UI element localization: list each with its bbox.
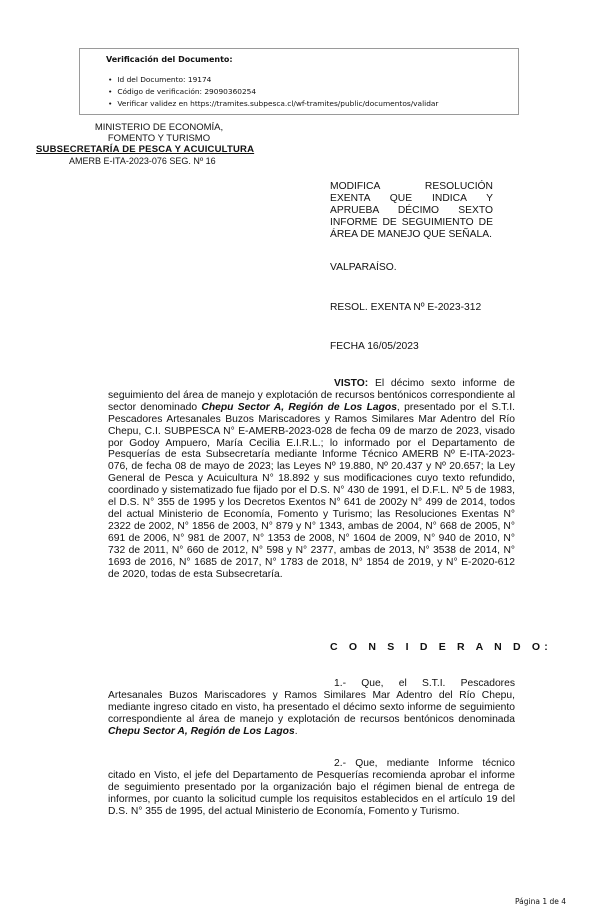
considerando-1-text-a: 1.- Que, el S.T.I. Pescadores Artesanales Buzos Mariscadores y Ramos Similares Mar Adentro del Río Chepu, mediante ingreso citado en visto, ha presentado el décimo sexto informe de seguimiento correspondiente al área de manejo y explotación de recursos bentónicos denominada	[108, 678, 515, 725]
visto-text-a: El décimo sexto informe de seguimiento del área de manejo y explotación de recursos bentónicos correspondiente al sector denominado	[108, 378, 515, 413]
ministerio-line-1: MINISTERIO DE ECONOMÍA,	[94, 122, 224, 133]
document-reference: AMERB E-ITA-2023-076 SEG. Nº 16	[69, 156, 216, 166]
considerando-heading: C O N S I D E R A N D O:	[330, 641, 552, 653]
verification-code: • Código de verificación: 29090360254	[108, 86, 438, 98]
visto-paragraph	[108, 378, 515, 580]
considerando-1-text-b: .	[294, 725, 298, 737]
page-number: Página 1 de 4	[515, 897, 567, 906]
resolution-title: MODIFICA RESOLUCIÓN EXENTA QUE INDICA Y APRUEBA DÉCIMO SEXTO INFORME DE SEGUIMIENTO DE ÁREA DE MANEJO QUE SEÑALA.	[330, 181, 493, 240]
considerando-2-text: 2.- Que, mediante Informe técnico citado en Visto, el jefe del Departamento de Pesquerías recomienda aprobar el informe de seguimiento presentado por la organización bajo el régimen bienal de entrega de informes, por cuanto la solicitud cumple los requisitos establecidos en el artículo 19 del D.S. N° 355 de 1995, del actual Ministerio de Economía, Fomento y Turismo.	[108, 758, 515, 817]
verification-list	[108, 74, 438, 110]
visto-label: VISTO:	[334, 378, 369, 389]
resolution-date: FECHA 16/05/2023	[330, 341, 419, 352]
visto-text-b: , presentado por el S.T.I. Pescadores Artesanales Buzos Mariscadores y Ramos Similares Mar Adentro del Río Chepu, C.I. SUBPESCA N° E-AMERB-2023-028 de fecha 09 de marzo de 2023, visado por Godoy Ampuero, María Cecilia E.I.R.L.; lo informado por el Departamento de Pesquerías de esta Subsecretaría mediante Informe Técnico AMERB Nº E-ITA-2023-076, de fecha 08 de mayo de 2023; las Leyes Nº 19.880, Nº 20.437 y Nº 20.657; la Ley General de Pesca y Acuicultura N° 18.892 y sus modificaciones cuyo texto refundido, coordinado y sistematizado fue fijado por el D.S. N° 430 de 1991, el D.F.L. Nº 5 de 1983, el D.S. N° 355 de 1995 y los Decretos Exentos N° 641 de 2002y N° 499 de 2014, todos del actual Ministerio de Economía, Fomento y Turismo; las Resoluciones Exentas N° 2322 de 2002, N° 1856 de 2003, N° 879 y N° 1343, ambas de 2004, N° 668 de 2005, N° 691 de 2006, N° 981 de 2007, N° 1353 de 2008, N° 1604 de 2009, N° 940 de 2010, N° 732 de 2011, N° 660 de 2012, N° 598 y N° 2377, ambas de 2013, N° 3538 de 2014, N° 1693 de 2016, N° 1685 de 2017, N° 1783 de 2018, N° 1854 de 2019, y N° E-2020-612 de 2020, todas de esta Subsecretaría.	[108, 401, 515, 580]
verification-id: • Id del Documento: 19174	[108, 74, 438, 86]
visto-area-name: Chepu Sector A, Región de Los Lagos	[201, 401, 397, 413]
considerando-1	[108, 678, 515, 738]
subsecretaria-heading: SUBSECRETARÍA DE PESCA Y ACUICULTURA	[36, 144, 255, 155]
considerando-2	[108, 758, 515, 818]
verification-url[interactable]: • Verificar validez en https://tramites.subpesca.cl/wf-tramites/public/documentos/validar	[108, 98, 438, 110]
ministerio-heading	[59, 122, 259, 144]
verification-title: Verificación del Documento:	[106, 55, 233, 64]
place: VALPARAÍSO.	[330, 262, 397, 273]
ministerio-line-2: FOMENTO Y TURISMO	[107, 133, 211, 144]
resolution-number: RESOL. EXENTA Nº E-2023-312	[330, 302, 482, 313]
considerando-1-area-name: Chepu Sector A, Región de Los Lagos	[108, 725, 295, 737]
